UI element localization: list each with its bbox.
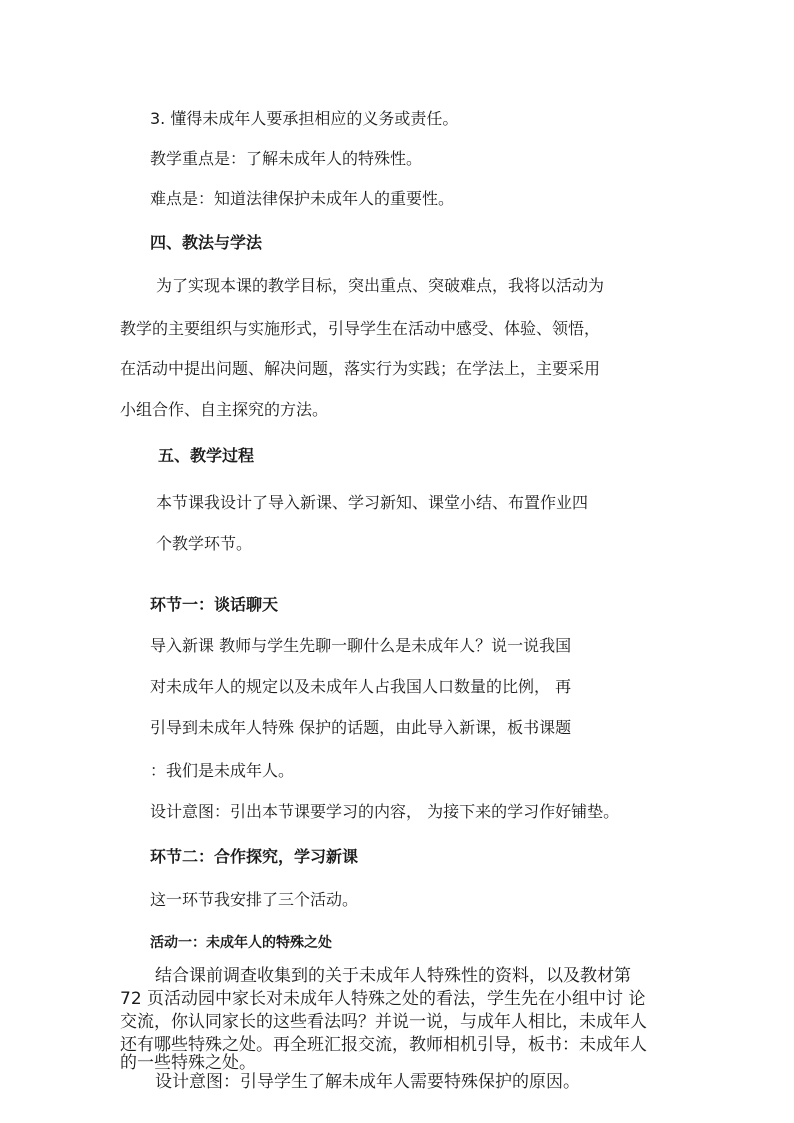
section-4-line: 在活动中提出问题、解决问题，落实行为实践；在学法上，主要采用	[120, 359, 601, 378]
stage-1-line: 引导到未成年人特殊 保护的话题，由此导入新课，板书课题	[150, 718, 572, 737]
stage-1-line: 对未成年人的规定以及未成年人占我国人口数量的比例， 再	[150, 677, 572, 696]
section-5-line: 本节课我设计了导入新课、学习新知、课堂小结、布置作业四	[156, 493, 589, 512]
stage-1-line: 导入新课 教师与学生先聊一聊什么是未成年人？说一说我国	[150, 636, 572, 655]
activity-1-intent: 设计意图：引导学生了解未成年人需要特殊保护的原因。	[155, 1072, 580, 1092]
activity-1-line: 的一些特殊之处。	[120, 1053, 256, 1073]
activity-1-line: 72 页活动园中家长对未成年人特殊之处的看法，学生先在小组中讨 论	[120, 989, 646, 1009]
activity-1-line: 还有哪些特殊之处。再全班汇报交流，教师相机引导，板书：未成年人	[120, 1035, 647, 1055]
section-4-line: 教学的主要组织与实施形式，引导学生在活动中感受、体验、领悟，	[120, 319, 601, 338]
difficulty-point: 难点是：知道法律保护未成年人的重要性。	[150, 189, 455, 208]
activity-1-heading: 活动一：未成年人的特殊之处	[150, 935, 332, 951]
stage-2-intro: 这一环节我安排了三个活动。	[150, 890, 359, 909]
stage-2-heading: 环节二：合作探究，学习新课	[150, 847, 359, 866]
activity-1-line: 交流，你认同家长的这些看法吗？并说一说，与成年人相比，未成年人	[120, 1012, 647, 1032]
key-point: 教学重点是：了解未成年人的特殊性。	[150, 149, 423, 168]
section-4-heading: 四、教法与学法	[150, 233, 263, 252]
section-5-heading: 五、教学过程	[158, 446, 255, 465]
activity-1-line: 结合课前调查收集到的关于未成年人特殊性的资料，以及教材第	[155, 966, 631, 986]
goal-item-3: 3. 懂得未成年人要承担相应的义务或责任。	[150, 109, 459, 128]
section-5-line: 个教学环节。	[156, 534, 253, 553]
stage-1-intent: 设计意图：引出本节课要学习的内容， 为接下来的学习作好铺垫。	[150, 802, 620, 821]
stage-1-line: ：我们是未成年人。	[150, 761, 295, 780]
section-4-line: 小组合作、自主探究的方法。	[120, 400, 329, 419]
stage-1-heading: 环节一：谈话聊天	[150, 595, 279, 614]
section-4-line: 为了实现本课的教学目标，突出重点、突破难点，我将以活动为	[156, 276, 605, 295]
